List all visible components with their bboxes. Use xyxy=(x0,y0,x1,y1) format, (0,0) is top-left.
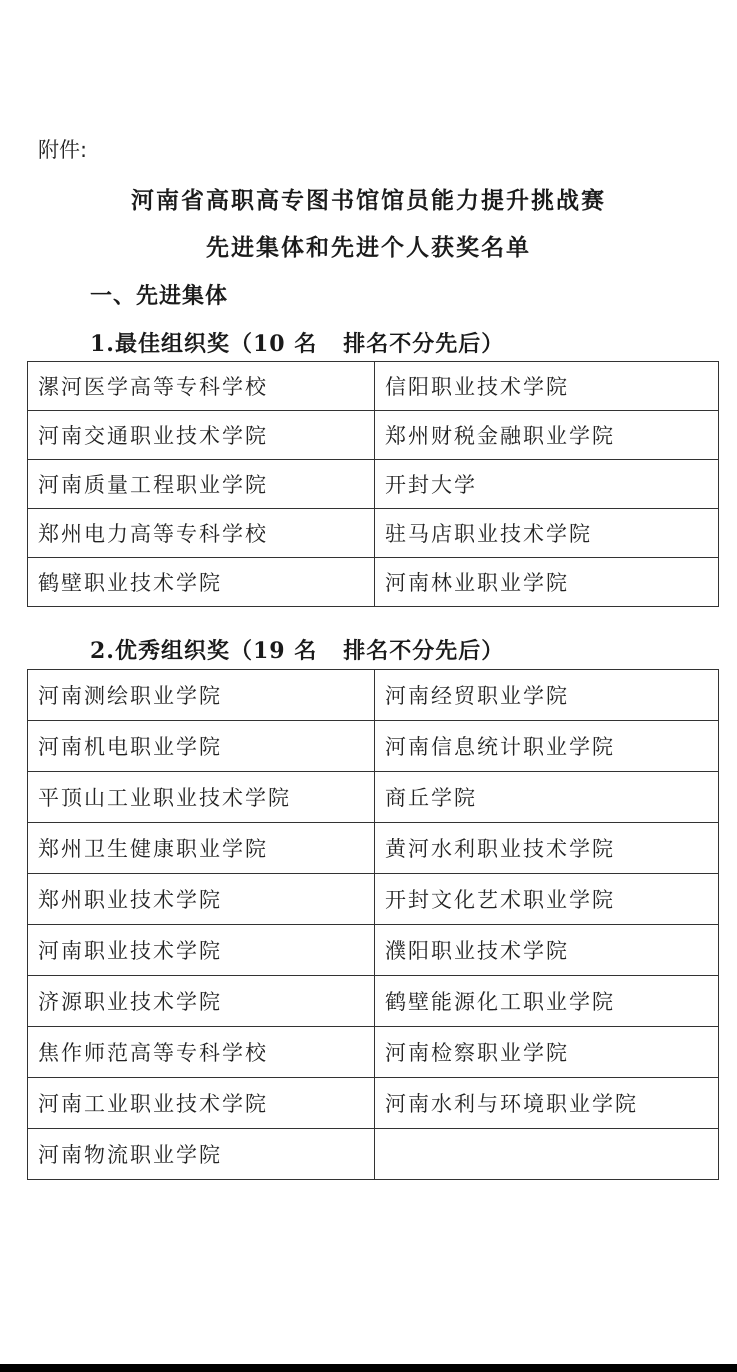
table-cell: 开封文化艺术职业学院 xyxy=(375,874,719,925)
best-award-heading-suffix: 排名不分先后） xyxy=(343,331,505,357)
excellent-organization-award-table xyxy=(27,669,719,1180)
bottom-edge-bar xyxy=(0,1364,737,1372)
table-cell: 郑州财税金融职业学院 xyxy=(375,411,719,460)
table-cell: 河南水利与环境职业学院 xyxy=(375,1078,719,1129)
excellent-organization-award-heading xyxy=(90,634,504,665)
table-row xyxy=(28,823,719,874)
table-row xyxy=(28,925,719,976)
table-cell: 黄河水利职业技术学院 xyxy=(375,823,719,874)
document-title-line-2: 先进集体和先进个人获奖名单 xyxy=(206,234,531,261)
table-cell: 河南测绘职业学院 xyxy=(28,670,375,721)
table-cell: 河南物流职业学院 xyxy=(28,1129,375,1180)
table-row xyxy=(28,772,719,823)
table-cell-empty xyxy=(375,1129,719,1180)
best-award-heading-prefix: 1.最佳组织奖（10 名 xyxy=(90,331,318,357)
table-cell: 河南质量工程职业学院 xyxy=(28,460,375,509)
table-cell: 信阳职业技术学院 xyxy=(375,362,719,411)
table-cell: 河南检察职业学院 xyxy=(375,1027,719,1078)
table-cell: 河南机电职业学院 xyxy=(28,721,375,772)
table-row xyxy=(28,411,719,460)
table-cell: 鹤壁能源化工职业学院 xyxy=(375,976,719,1027)
table-cell: 濮阳职业技术学院 xyxy=(375,925,719,976)
table-cell: 河南工业职业技术学院 xyxy=(28,1078,375,1129)
table-cell: 开封大学 xyxy=(375,460,719,509)
table-row xyxy=(28,362,719,411)
table-cell: 河南信息统计职业学院 xyxy=(375,721,719,772)
table-cell: 河南经贸职业学院 xyxy=(375,670,719,721)
table-row xyxy=(28,460,719,509)
excellent-award-heading-suffix: 排名不分先后） xyxy=(343,638,505,664)
best-organization-award-table xyxy=(27,361,719,607)
table-row xyxy=(28,976,719,1027)
table-cell: 郑州电力高等专科学校 xyxy=(28,509,375,558)
table-row xyxy=(28,874,719,925)
table-row xyxy=(28,509,719,558)
excellent-award-heading-prefix: 2.优秀组织奖（19 名 xyxy=(90,638,318,664)
table-cell: 郑州职业技术学院 xyxy=(28,874,375,925)
table-row xyxy=(28,670,719,721)
table-row xyxy=(28,558,719,607)
table-row xyxy=(28,721,719,772)
table-row xyxy=(28,1078,719,1129)
table-cell: 鹤壁职业技术学院 xyxy=(28,558,375,607)
table-cell: 济源职业技术学院 xyxy=(28,976,375,1027)
table-row xyxy=(28,1027,719,1078)
table-cell: 郑州卫生健康职业学院 xyxy=(28,823,375,874)
table-cell: 焦作师范高等专科学校 xyxy=(28,1027,375,1078)
table-cell: 河南交通职业技术学院 xyxy=(28,411,375,460)
table-cell: 商丘学院 xyxy=(375,772,719,823)
table-cell: 平顶山工业职业技术学院 xyxy=(28,772,375,823)
section-heading-advanced-groups: 一、先进集体 xyxy=(90,283,229,309)
table-row xyxy=(28,1129,719,1180)
table-cell: 河南林业职业学院 xyxy=(375,558,719,607)
table-cell: 驻马店职业技术学院 xyxy=(375,509,719,558)
attachment-label: 附件: xyxy=(38,138,88,162)
document-title-line-1: 河南省高职高专图书馆馆员能力提升挑战赛 xyxy=(131,187,606,214)
best-organization-award-heading xyxy=(90,327,504,358)
table-cell: 河南职业技术学院 xyxy=(28,925,375,976)
table-cell: 漯河医学高等专科学校 xyxy=(28,362,375,411)
